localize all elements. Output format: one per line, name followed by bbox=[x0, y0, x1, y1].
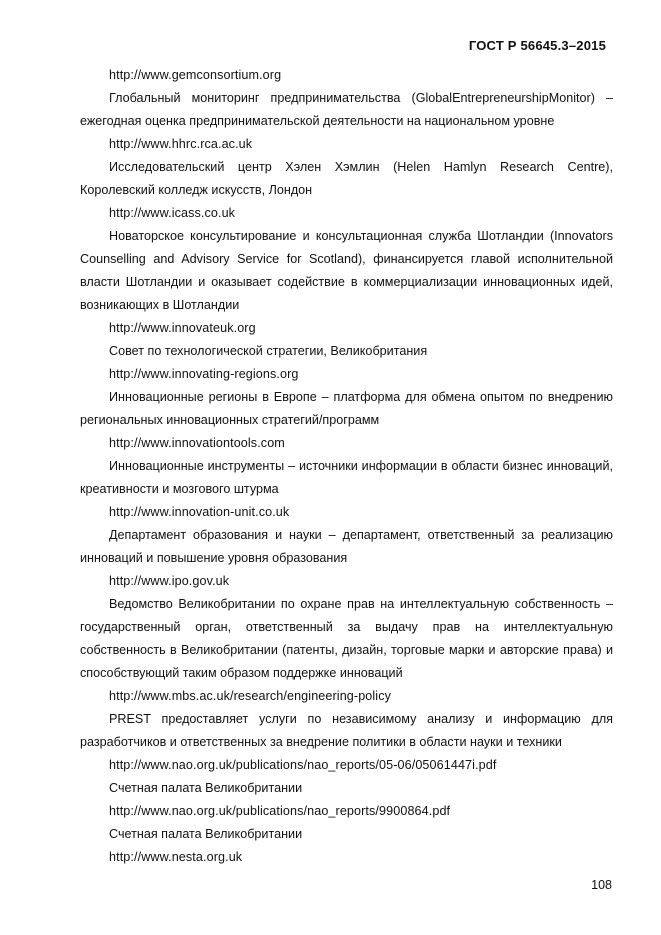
page-number: 108 bbox=[591, 878, 612, 892]
reference-description: Глобальный мониторинг предпринимательства (GlobalEntrepreneurshipMonitor) – ежегодная оценка предпринимательской деятельности на национальном уровне bbox=[80, 91, 613, 128]
reference-list bbox=[80, 64, 613, 869]
reference-description: PREST предоставляет услуги по независимому анализу и информацию для разработчиков и ответственных за внедрение политики в области науки и техники bbox=[80, 712, 613, 749]
reference-url: http://www.gemconsortium.org bbox=[109, 68, 282, 82]
reference-url: http://www.innovationtools.com bbox=[109, 436, 285, 450]
reference-url: http://www.nao.org.uk/publications/nao_reports/05-06/05061447i.pdf bbox=[109, 758, 497, 772]
reference-url: http://www.innovateuk.org bbox=[109, 321, 256, 335]
reference-description: Департамент образования и науки – департамент, ответственный за реализацию инноваций и повышение уровня образования bbox=[80, 528, 613, 565]
reference-description: Исследовательский центр Хэлен Хэмлин (Helen Hamlyn Research Centre), Королевский колледж искусств, Лондон bbox=[80, 160, 613, 197]
reference-description: Счетная палата Великобритании bbox=[109, 781, 303, 795]
reference-description: Ведомство Великобритании по охране прав на интеллектуальную собственность – государственный орган, ответственный за выдачу прав на интеллектуальную собственность в Великобритании (патенты, дизайн, торговые марки и авторские права) и способствующий таким образом поддержке инноваций bbox=[80, 597, 613, 680]
reference-url: http://www.innovation-unit.co.uk bbox=[109, 505, 290, 519]
reference-url: http://www.nesta.org.uk bbox=[109, 850, 243, 864]
reference-url: http://www.nao.org.uk/publications/nao_reports/9900864.pdf bbox=[109, 804, 451, 818]
reference-url: http://www.ipo.gov.uk bbox=[109, 574, 230, 588]
reference-url: http://www.mbs.ac.uk/research/engineering-policy bbox=[109, 689, 391, 703]
reference-url: http://www.icass.co.uk bbox=[109, 206, 236, 220]
reference-url: http://www.hhrc.rca.ac.uk bbox=[109, 137, 253, 151]
reference-description: Счетная палата Великобритании bbox=[109, 827, 303, 841]
reference-url: http://www.innovating-regions.org bbox=[109, 367, 299, 381]
reference-description: Совет по технологической стратегии, Великобритания bbox=[109, 344, 428, 358]
reference-description: Инновационные инструменты – источники информации в области бизнес инноваций, креативности и мозгового штурма bbox=[80, 459, 613, 496]
document-id-header: ГОСТ Р 56645.3–2015 bbox=[468, 38, 606, 53]
reference-description: Инновационные регионы в Европе – платформа для обмена опытом по внедрению региональных инновационных стратегий/программ bbox=[80, 390, 613, 427]
reference-description: Новаторское консультирование и консультационная служба Шотландии (Innovators Counselling and Advisory Service for Scotland), финансируется главой исполнительной власти Шотландии и оказывает содействие в коммерциализации инновационных идей, возникающих в Шотландии bbox=[80, 229, 613, 312]
